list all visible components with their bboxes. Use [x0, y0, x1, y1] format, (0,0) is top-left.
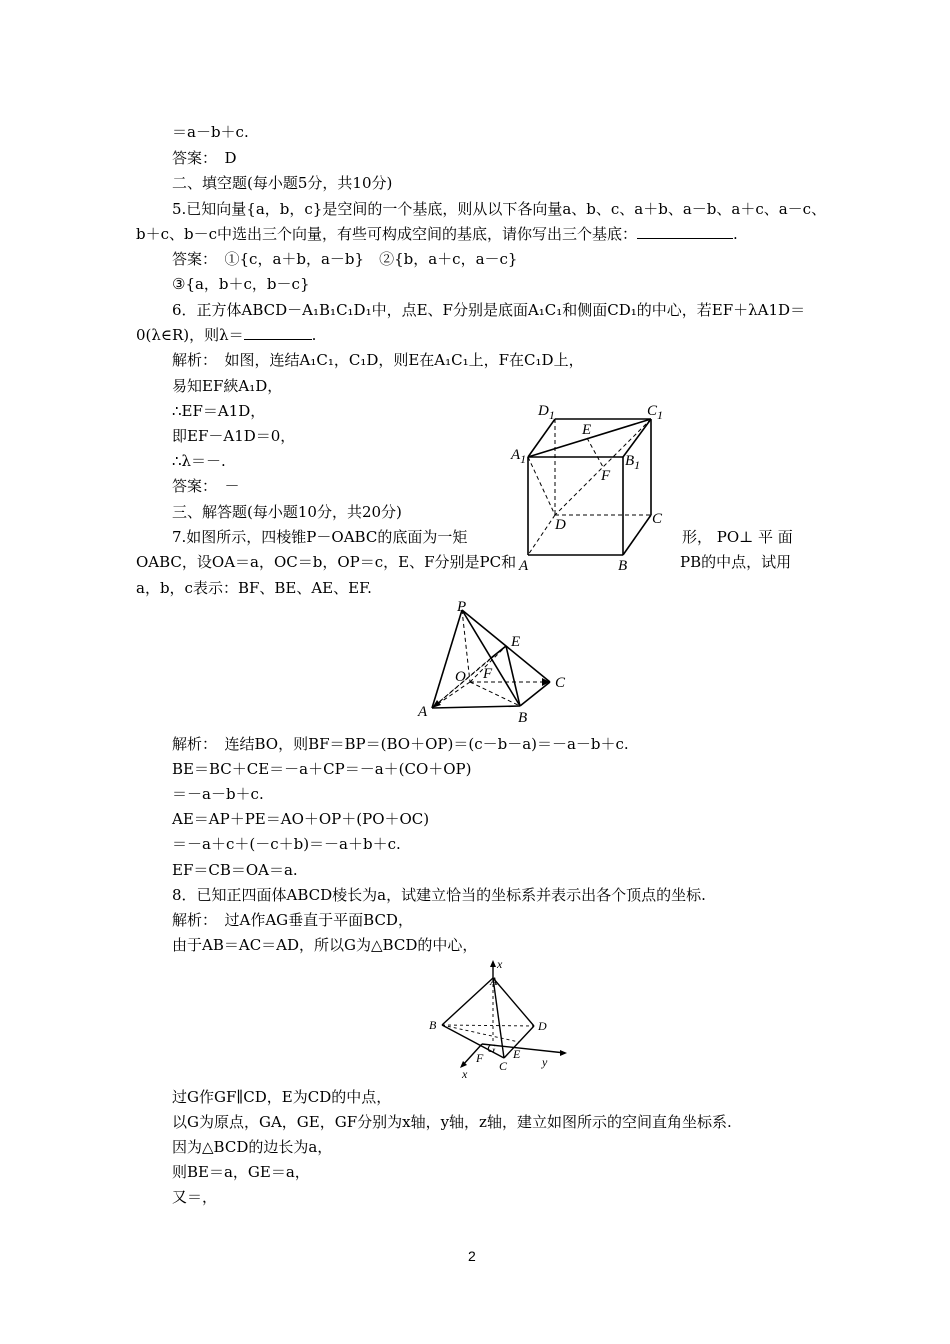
label-A: A: [418, 704, 428, 720]
label-P: P: [457, 599, 467, 615]
analysis-6-line5: ∴λ＝－.: [172, 452, 226, 470]
analysis-8-line7: 又＝，: [172, 1188, 218, 1206]
analysis-6-line3: ∴EF＝A1D，: [172, 402, 266, 420]
label-B: B: [429, 1018, 437, 1032]
question-5-end: .: [733, 225, 738, 243]
answer-5-cont: ③{a，b＋c，b－c}: [172, 275, 310, 293]
line-1: ＝a－b＋c.: [172, 123, 249, 141]
label-A: A: [519, 558, 529, 574]
question-7-cont2: a，b，c表示：BF、BE、AE、EF.: [136, 579, 372, 597]
label-D: D: [538, 1019, 547, 1033]
question-6: 6．正方体ABCD－A₁B₁C₁D₁中，点E、F分别是底面A₁C₁和侧面CD₁的中心，若EF＋λA1D＝: [172, 301, 806, 319]
label-F: F: [483, 666, 493, 682]
label-E: E: [513, 1047, 521, 1061]
question-5-cont: [136, 224, 738, 244]
answer-4: 答案： D: [172, 149, 237, 167]
label-C: C: [555, 675, 566, 691]
analysis-7-line6: EF＝CB＝OA＝a.: [172, 861, 298, 879]
question-7: 7.如图所示，四棱锥P－OABC的底面为一矩: [172, 528, 468, 546]
analysis-7: 解析： 连结BO，则BF＝BP＝(BO＋OP)＝(c－b－a)＝－a－b＋c.: [172, 735, 629, 753]
analysis-7-line5: ＝－a＋c＋(－c＋b)＝－a＋b＋c.: [172, 835, 401, 853]
analysis-8-line2: 由于AB＝AC＝AD，所以G为△BCD的中心，: [172, 936, 478, 954]
label-x-top: x: [497, 958, 503, 971]
analysis-8-line4: 以G为原点，GA，GE，GF分别为x轴，y轴，z轴，建立如图所示的空间直角坐标系.: [172, 1113, 732, 1131]
question-7-cont: OABC，设OA＝a，OC＝b，OP＝c，E、F分别是PC和: [136, 553, 517, 571]
question-7-right: 形， PO⊥ 平 面: [682, 528, 793, 546]
label-E: E: [511, 634, 521, 650]
analysis-7-line3: ＝－a－b＋c.: [172, 785, 264, 803]
analysis-6: 解析： 如图，连结A₁C₁，C₁D，则E在A₁C₁上，F在C₁D上，: [172, 351, 584, 369]
analysis-8-line6: 则BE＝a，GE＝a，: [172, 1163, 310, 1181]
cube-figure: [505, 395, 680, 575]
analysis-7-line2: BE＝BC＋CE＝－a＋CP＝－a＋(CO＋OP): [172, 760, 472, 778]
label-A1: $A_1$: [511, 447, 527, 466]
label-O: O: [455, 669, 466, 685]
label-C1: $C_1$: [647, 403, 664, 422]
answer-6: 答案： －: [172, 477, 240, 495]
label-x-axis: x: [462, 1067, 468, 1080]
pyramid-figure: [412, 598, 577, 728]
answer-blank: [244, 339, 312, 340]
analysis-8-line3: 过G作GF∥CD，E为CD的中点，: [172, 1088, 392, 1106]
question-7-cont-right: PB的中点，试用: [680, 553, 792, 571]
label-F: F: [476, 1051, 484, 1065]
analysis-6-line4: 即EF－A1D＝0，: [172, 427, 296, 445]
label-y-axis: y: [542, 1055, 548, 1069]
label-G: G: [487, 1041, 496, 1055]
tetrahedron-figure: [420, 958, 580, 1080]
answer-5: 答案： ①{c，a＋b，a－b} ②{b，a＋c，a－c}: [172, 250, 518, 268]
label-B: B: [618, 558, 628, 574]
answer-blank: [637, 238, 733, 239]
question-5-text: b＋c、b－c中选出三个向量，有些可构成空间的基底，请你写出三个基底：: [136, 225, 638, 243]
label-C: C: [652, 511, 663, 527]
label-E: E: [582, 422, 592, 438]
question-8: 8．已知正四面体ABCD棱长为a，试建立恰当的坐标系并表示出各个顶点的坐标.: [172, 886, 706, 904]
label-D: D: [555, 517, 566, 533]
label-F: F: [601, 468, 611, 484]
section-fill-in: 二、填空题(每小题5分，共10分): [172, 174, 393, 192]
question-6-end: .: [311, 326, 317, 344]
question-5: 5.已知向量{a，b，c}是空间的一个基底，则从以下各向量a、b、c、a＋b、a－b、a＋c、a－c、: [172, 200, 827, 218]
analysis-6-line2: 易知EF綊A₁D，: [172, 377, 283, 395]
label-C: C: [499, 1059, 508, 1073]
label-B1: $B_1$: [625, 453, 641, 472]
label-B: B: [518, 710, 528, 726]
analysis-8-line5: 因为△BCD的边长为a，: [172, 1138, 333, 1156]
section-solve: 三、解答题(每小题10分，共20分): [172, 503, 402, 521]
question-6-text: 0(λ∈R)，则λ＝: [136, 326, 244, 344]
label-D1: $D_1$: [538, 403, 555, 422]
analysis-7-line4: AE＝AP＋PE＝AO＋OP＋(PO＋OC): [172, 810, 430, 828]
label-A: A: [490, 974, 498, 988]
page-number: 2: [468, 1248, 476, 1264]
question-6-cont: [136, 325, 316, 345]
analysis-8: 解析： 过A作AG垂直于平面BCD，: [172, 911, 413, 929]
